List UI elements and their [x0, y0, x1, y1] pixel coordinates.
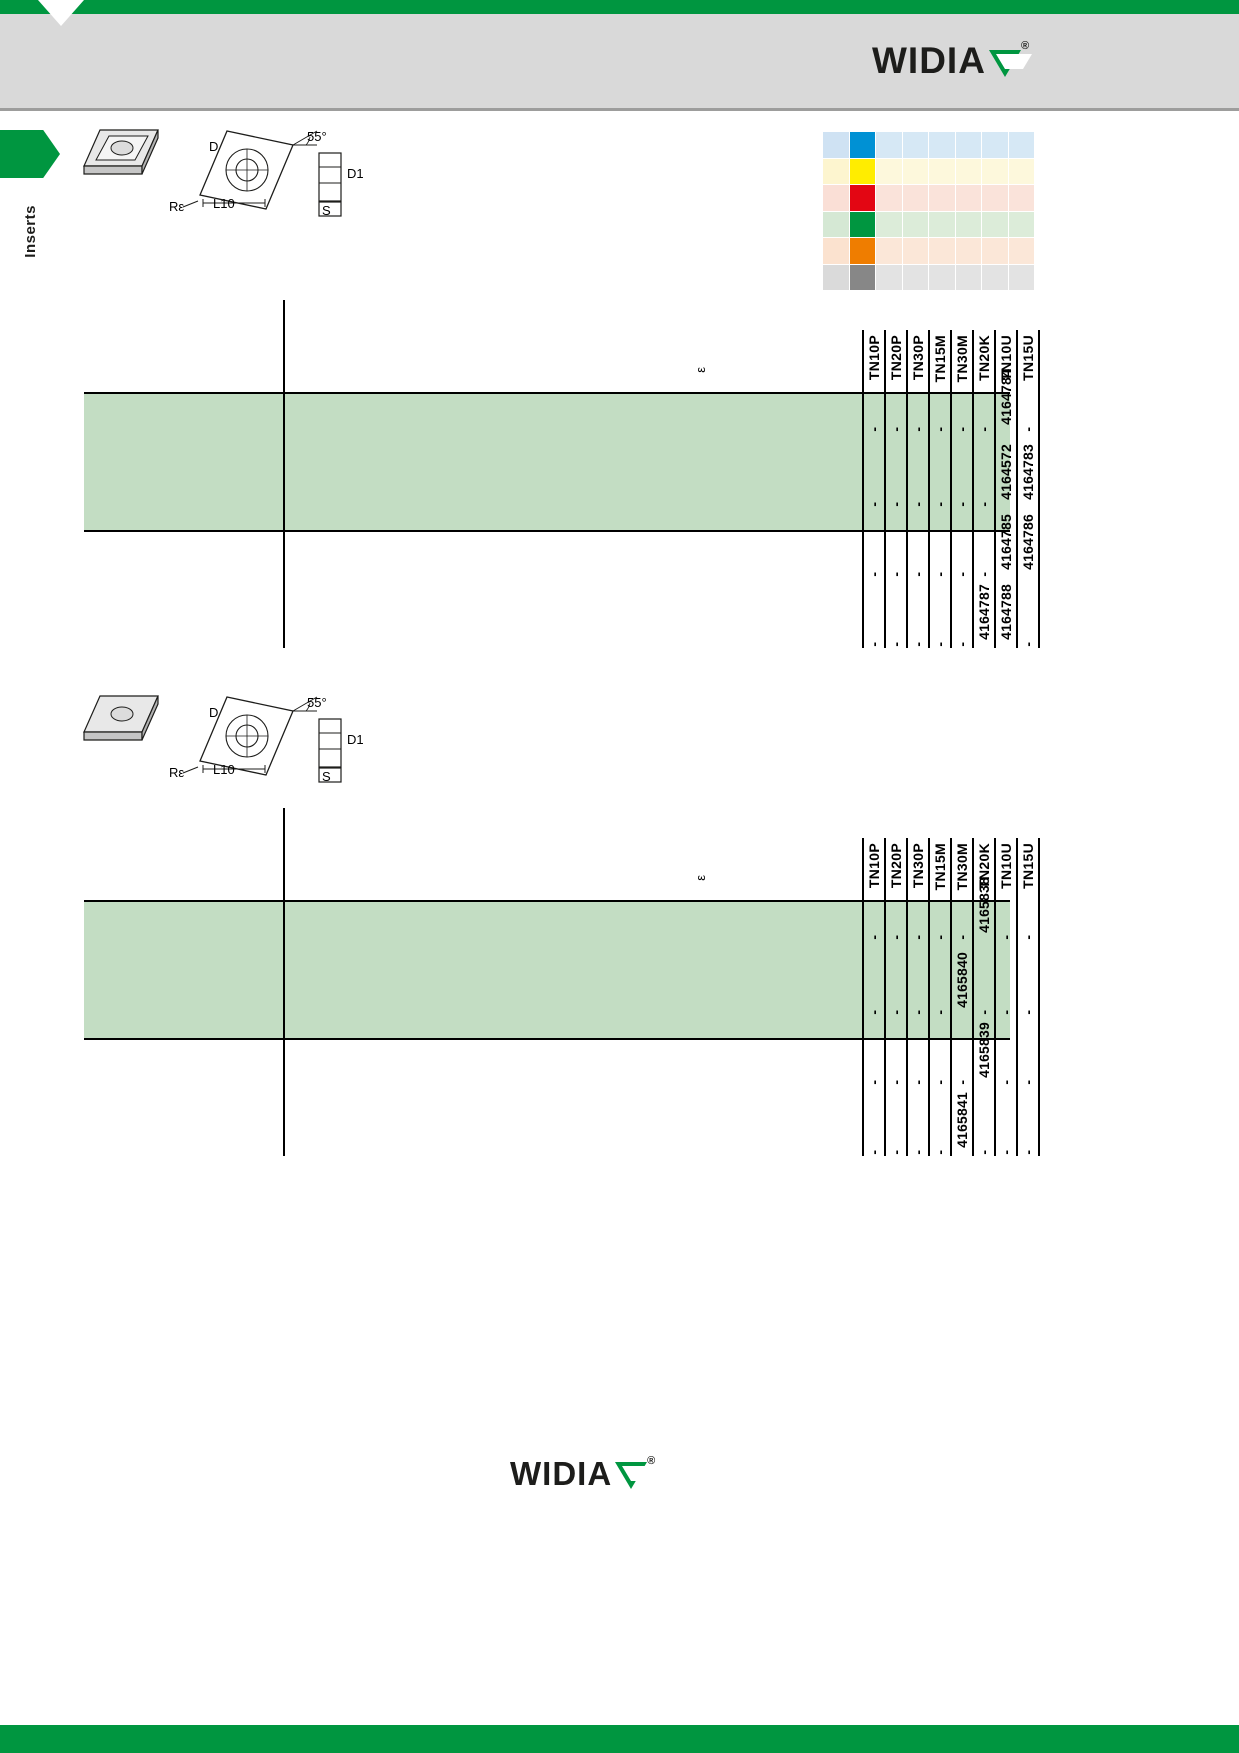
legend-cell — [955, 211, 982, 238]
grade-column-divider — [972, 838, 974, 1156]
re-label-2: Rε — [169, 765, 185, 780]
legend-cell — [929, 185, 956, 212]
table-cell-empty: - — [866, 1150, 882, 1155]
insert-pictogram-1 — [82, 126, 162, 178]
epsilon-header: ε — [693, 875, 708, 881]
table-cell-empty: - — [910, 1150, 926, 1155]
d1-label-1: D1 — [347, 166, 364, 181]
d-label-1: D — [209, 139, 219, 154]
legend-row — [823, 185, 1035, 212]
legend-cell — [849, 238, 876, 265]
grade-column-divider — [1038, 838, 1040, 1156]
legend-row — [823, 158, 1035, 185]
table-cell-empty: - — [910, 642, 926, 647]
table-cell-empty: - — [888, 935, 904, 940]
legend-row — [823, 264, 1035, 291]
table-cell-empty: - — [910, 502, 926, 507]
grade-header-tn20p: TN20P — [888, 843, 904, 889]
legend-cell — [929, 238, 956, 265]
table-cell-empty: - — [954, 572, 970, 577]
table-cell-empty: - — [1020, 1150, 1036, 1155]
widia-triangle-icon — [989, 50, 1021, 77]
table-cell-empty: - — [910, 427, 926, 432]
table-cell-empty: - — [1020, 1010, 1036, 1015]
legend-row — [823, 211, 1035, 238]
legend-cell — [823, 185, 850, 212]
legend-cell — [955, 185, 982, 212]
table-cell-order-number: 4165839 — [976, 1022, 992, 1078]
grade-column-divider — [862, 838, 864, 1156]
table-cell-empty: - — [888, 502, 904, 507]
table-cell-empty: - — [888, 642, 904, 647]
legend-cell — [902, 185, 929, 212]
table-cell-empty: - — [910, 1080, 926, 1085]
table-cell-empty: - — [1020, 935, 1036, 940]
registered-mark: ® — [1020, 40, 1031, 52]
grade-header-tn10p: TN10P — [866, 843, 882, 889]
legend-cell — [823, 238, 850, 265]
header-rule — [0, 108, 1239, 111]
legend-cell — [955, 132, 982, 159]
legend-cell — [876, 158, 903, 185]
legend-cell — [1008, 211, 1035, 238]
table-cell-empty: - — [932, 502, 948, 507]
widia-logo-footer — [510, 1455, 656, 1493]
grade-column-divider — [906, 838, 908, 1156]
legend-row — [823, 132, 1035, 159]
insert-thickness-drawing-2 — [313, 716, 353, 784]
table-cell-empty: - — [888, 572, 904, 577]
table-rule — [84, 530, 1010, 532]
table-cell-empty: - — [932, 427, 948, 432]
table-shaded-band — [84, 392, 1010, 530]
table-cell-empty: - — [976, 502, 992, 507]
widia-wordmark: WIDIA — [872, 40, 986, 81]
table-cell-empty: - — [866, 1010, 882, 1015]
angle-label-2: 55° — [307, 695, 327, 710]
table-cell-empty: - — [866, 642, 882, 647]
table-rule — [84, 900, 1010, 902]
legend-cell — [849, 264, 876, 291]
table-cell-empty: - — [998, 1080, 1014, 1085]
table-cell-empty: - — [866, 1080, 882, 1085]
d1-label-2: D1 — [347, 732, 364, 747]
table-cell-empty: - — [932, 1010, 948, 1015]
legend-cell — [1008, 185, 1035, 212]
grade-column-divider — [1038, 330, 1040, 648]
top-green-bar — [0, 0, 1239, 14]
grade-column-divider — [1016, 838, 1018, 1156]
legend-cell — [902, 238, 929, 265]
grade-column-divider — [862, 330, 864, 648]
grade-header-tn10u: TN10U — [998, 335, 1014, 381]
table-cell-empty: - — [1020, 642, 1036, 647]
grade-column-divider — [928, 838, 930, 1156]
grade-header-tn10p: TN10P — [866, 335, 882, 381]
legend-cell — [902, 158, 929, 185]
legend-cell — [929, 132, 956, 159]
grade-column-divider — [972, 330, 974, 648]
table-column-divider — [283, 300, 285, 648]
legend-cell — [1008, 132, 1035, 159]
grade-header-tn30m: TN30M — [954, 843, 970, 891]
legend-cell — [849, 158, 876, 185]
grade-header-tn15m: TN15M — [932, 335, 948, 383]
table-cell-empty: - — [910, 572, 926, 577]
table-cell-order-number: 4164788 — [998, 584, 1014, 640]
angle-label-1: 55° — [307, 129, 327, 144]
legend-cell — [982, 211, 1009, 238]
legend-cell — [849, 211, 876, 238]
re-label-1: Rε — [169, 199, 185, 214]
legend-cell — [1008, 264, 1035, 291]
grade-column-divider — [950, 330, 952, 648]
table-cell-order-number: 4164572 — [998, 444, 1014, 500]
table-cell-empty: - — [976, 572, 992, 577]
grade-header-tn10u: TN10U — [998, 843, 1014, 889]
table-cell-empty: - — [910, 1010, 926, 1015]
table-cell-order-number: 4164787 — [976, 584, 992, 640]
legend-cell — [876, 211, 903, 238]
table-cell-empty: - — [998, 935, 1014, 940]
grade-column-divider — [928, 330, 930, 648]
registered-mark-footer: ® — [647, 1455, 657, 1467]
legend-cell — [902, 132, 929, 159]
legend-cell — [955, 238, 982, 265]
table-cell-empty: - — [1020, 1080, 1036, 1085]
table-cell-empty: - — [888, 1010, 904, 1015]
legend-cell — [1008, 158, 1035, 185]
legend-cell — [982, 238, 1009, 265]
table-cell-empty: - — [954, 1080, 970, 1085]
legend-cell — [929, 264, 956, 291]
table-cell-empty: - — [998, 1150, 1014, 1155]
legend-cell — [849, 185, 876, 212]
table-cell-empty: - — [932, 572, 948, 577]
table-rule — [84, 392, 1010, 394]
legend-cell — [876, 185, 903, 212]
legend-cell — [982, 185, 1009, 212]
grade-header-tn15u: TN15U — [1020, 843, 1036, 889]
grade-header-tn15m: TN15M — [932, 843, 948, 891]
table-cell-empty: - — [932, 1080, 948, 1085]
table-cell-order-number: 4165838 — [976, 877, 992, 933]
table-cell-order-number: 4164786 — [1020, 514, 1036, 570]
sidebar-item-inserts: Inserts — [22, 205, 39, 258]
legend-cell — [823, 264, 850, 291]
grade-column-divider — [950, 838, 952, 1156]
epsilon-header: ε — [693, 367, 708, 373]
table-cell-order-number: 4164785 — [998, 514, 1014, 570]
header-band — [0, 14, 1239, 108]
grade-header-tn20k: TN20K — [976, 335, 992, 381]
table-cell-empty: - — [954, 502, 970, 507]
legend-cell — [955, 264, 982, 291]
legend-cell — [902, 211, 929, 238]
table-cell-empty: - — [888, 427, 904, 432]
legend-cell — [876, 264, 903, 291]
legend-cell — [823, 158, 850, 185]
grade-header-tn30m: TN30M — [954, 335, 970, 383]
bottom-green-bar — [0, 1725, 1239, 1753]
l10-label-1: L10 — [213, 196, 235, 211]
table-rule — [84, 1038, 1010, 1040]
table-cell-empty: - — [866, 935, 882, 940]
insert-thickness-drawing-1 — [313, 150, 353, 218]
sidebar-tab — [0, 130, 60, 178]
table-cell-empty: - — [932, 935, 948, 940]
grade-header-tn15u: TN15U — [1020, 335, 1036, 381]
legend-cell — [823, 211, 850, 238]
grade-header-tn30p: TN30P — [910, 843, 926, 889]
table-cell-empty: - — [866, 502, 882, 507]
table-cell-empty: - — [888, 1150, 904, 1155]
table-cell-empty: - — [998, 1010, 1014, 1015]
table-cell-empty: - — [1020, 427, 1036, 432]
legend-cell — [982, 132, 1009, 159]
table-cell-empty: - — [910, 935, 926, 940]
grade-column-divider — [1016, 330, 1018, 648]
legend-cell — [1008, 238, 1035, 265]
d-label-2: D — [209, 705, 219, 720]
grade-column-divider — [994, 330, 996, 648]
legend-cell — [982, 158, 1009, 185]
table-cell-empty: - — [866, 427, 882, 432]
grade-header-tn20k: TN20K — [976, 843, 992, 889]
table-cell-empty: - — [954, 642, 970, 647]
table-cell-empty: - — [866, 572, 882, 577]
table-cell-empty: - — [932, 1150, 948, 1155]
table-cell-order-number: 4164784 — [998, 369, 1014, 425]
table-column-divider — [283, 808, 285, 1156]
widia-wordmark-footer: WIDIA — [510, 1455, 613, 1492]
s-label-2: S — [322, 769, 331, 784]
table-cell-empty: - — [888, 1080, 904, 1085]
legend-cell — [929, 158, 956, 185]
widia-triangle-icon-footer — [615, 1462, 647, 1489]
legend-cell — [902, 264, 929, 291]
l10-label-2: L10 — [213, 762, 235, 777]
grade-column-divider — [884, 838, 886, 1156]
grade-header-tn20p: TN20P — [888, 335, 904, 381]
legend-cell — [849, 132, 876, 159]
grade-column-divider — [994, 838, 996, 1156]
legend-row — [823, 238, 1035, 265]
grade-column-divider — [906, 330, 908, 648]
table-cell-order-number: 4164783 — [1020, 444, 1036, 500]
legend-cell — [876, 238, 903, 265]
s-label-1: S — [322, 203, 331, 218]
table-cell-empty: - — [976, 427, 992, 432]
grade-header-tn30p: TN30P — [910, 335, 926, 381]
widia-logo-header — [872, 40, 1030, 82]
table-cell-order-number: 4165841 — [954, 1092, 970, 1148]
table-shaded-band — [84, 900, 1010, 1038]
material-color-legend — [822, 131, 1035, 291]
insert-pictogram-2 — [82, 692, 162, 744]
table-cell-empty: - — [976, 1150, 992, 1155]
table-cell-empty: - — [954, 427, 970, 432]
table-cell-empty: - — [954, 935, 970, 940]
table-cell-order-number: 4165840 — [954, 952, 970, 1008]
legend-cell — [955, 158, 982, 185]
table-cell-empty: - — [932, 642, 948, 647]
legend-cell — [982, 264, 1009, 291]
legend-cell — [929, 211, 956, 238]
grade-column-divider — [884, 330, 886, 648]
legend-cell — [823, 132, 850, 159]
table-cell-empty: - — [976, 1010, 992, 1015]
legend-cell — [876, 132, 903, 159]
